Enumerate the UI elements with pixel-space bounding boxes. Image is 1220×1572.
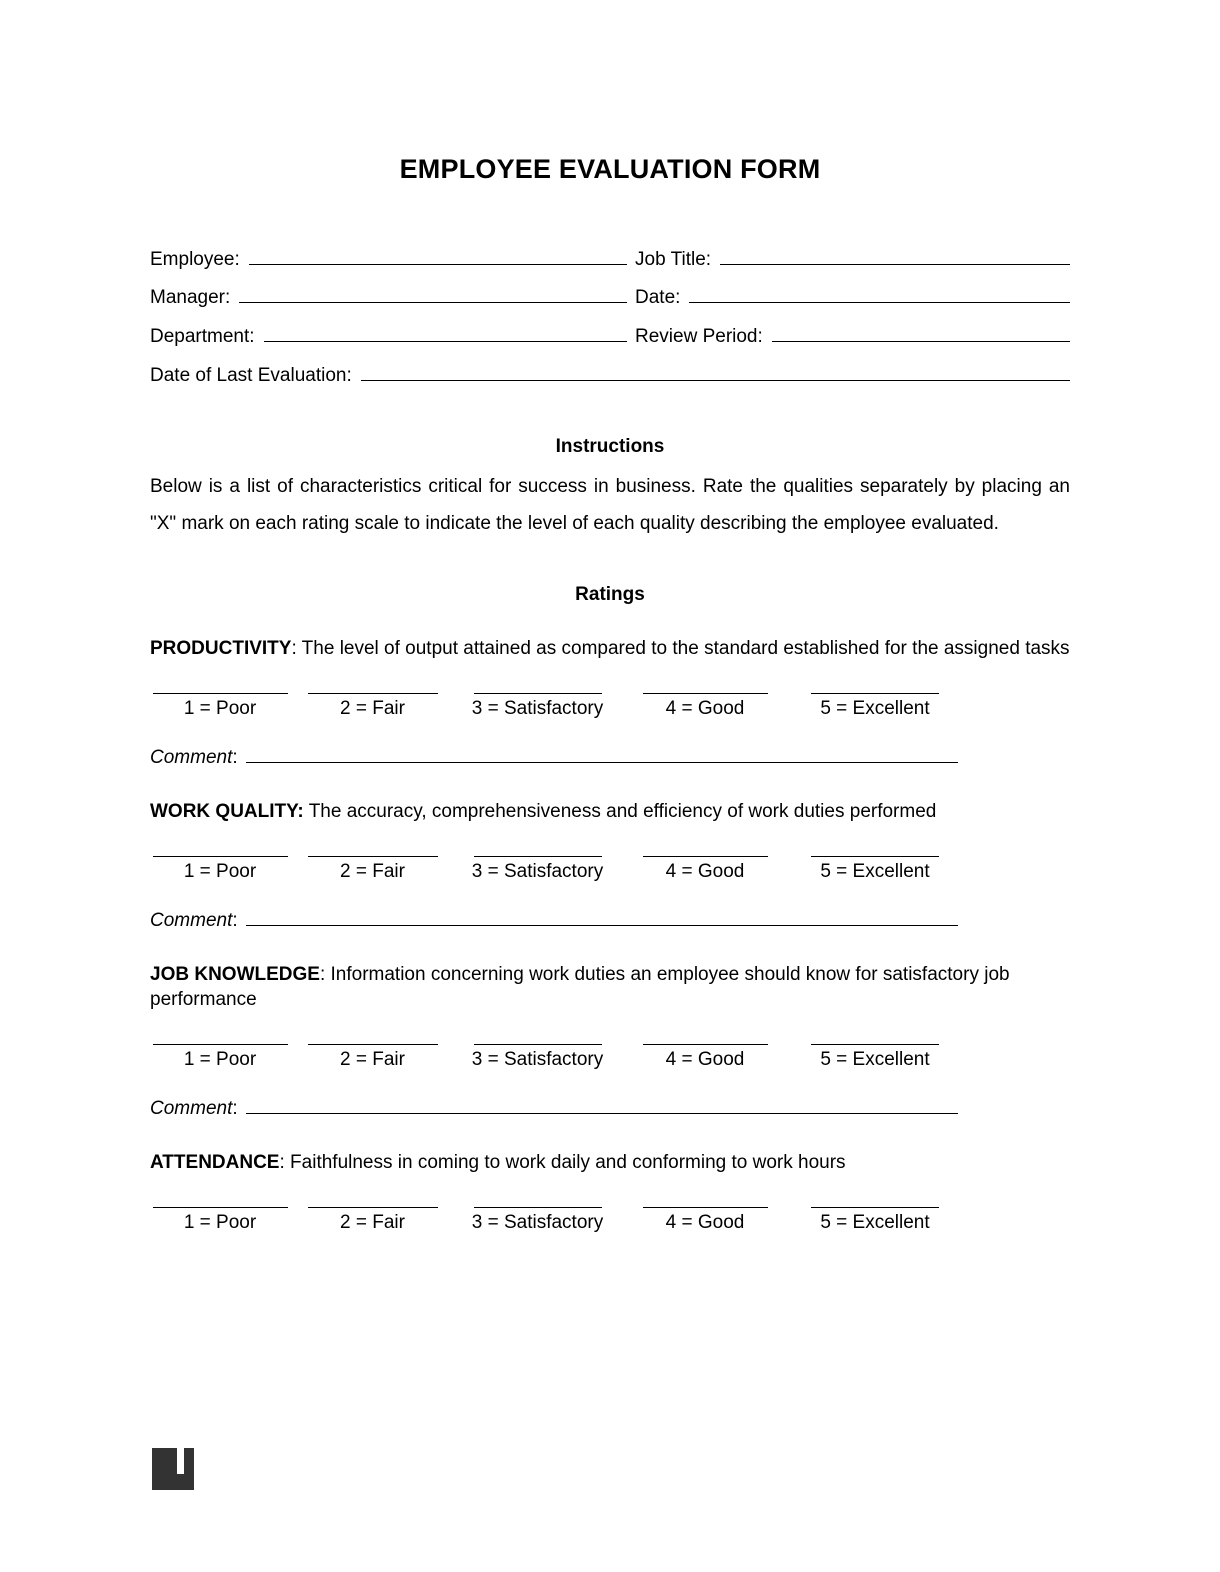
criterion-text bbox=[150, 799, 1070, 824]
criterion-name: PRODUCTIVITY bbox=[150, 637, 292, 659]
rating-mark-blank[interactable] bbox=[811, 856, 939, 857]
rating-mark-blank[interactable] bbox=[643, 856, 768, 857]
rating-scale bbox=[150, 856, 1070, 883]
rating-option-label: 1 = Poor bbox=[183, 861, 257, 883]
criterion-separator: : bbox=[319, 963, 331, 985]
comment-label-text: Comment bbox=[150, 1097, 233, 1119]
rating-mark-blank[interactable] bbox=[811, 1044, 939, 1045]
rating-option-1[interactable] bbox=[150, 856, 290, 883]
field-row bbox=[150, 285, 1070, 310]
job-title-label: Job Title: bbox=[635, 248, 712, 270]
date-input-blank[interactable] bbox=[689, 285, 1070, 303]
rating-option-label: 2 = Fair bbox=[340, 1049, 405, 1071]
rating-option-label: 5 = Excellent bbox=[820, 1212, 930, 1234]
rating-option-label: 2 = Fair bbox=[340, 698, 405, 720]
criterion-description: The level of output attained as compared to the standard established for the assigned tasks bbox=[301, 637, 1070, 659]
criterion-name: ATTENDANCE bbox=[150, 1151, 280, 1173]
page-title: EMPLOYEE EVALUATION FORM bbox=[399, 154, 821, 184]
criterion-separator: : bbox=[279, 1151, 291, 1173]
criterion-description: Information concerning work duties an employee should know for satisfactory job performance bbox=[150, 963, 1010, 1010]
rating-mark-blank[interactable] bbox=[643, 693, 768, 694]
rating-mark-blank[interactable] bbox=[153, 1044, 288, 1045]
rating-mark-blank[interactable] bbox=[153, 1207, 288, 1208]
comment-row bbox=[150, 1097, 1070, 1120]
comment-label-text: Comment bbox=[150, 909, 233, 931]
rating-mark-blank[interactable] bbox=[153, 856, 288, 857]
rating-option-label: 5 = Excellent bbox=[820, 861, 930, 883]
rating-mark-blank[interactable] bbox=[308, 856, 438, 857]
comment-row bbox=[150, 746, 1070, 769]
rating-option-1[interactable] bbox=[150, 693, 290, 720]
rating-block-productivity bbox=[150, 636, 1070, 769]
comment-label-colon: : bbox=[232, 1097, 238, 1119]
rating-mark-blank[interactable] bbox=[308, 693, 438, 694]
comment-label bbox=[150, 747, 238, 769]
rating-option-2[interactable] bbox=[290, 693, 455, 720]
rating-mark-blank[interactable] bbox=[811, 1207, 939, 1208]
rating-option-4[interactable] bbox=[620, 1207, 790, 1234]
rating-mark-blank[interactable] bbox=[474, 1044, 602, 1045]
rating-option-5[interactable] bbox=[790, 693, 960, 720]
department-field bbox=[150, 324, 635, 349]
manager-label: Manager: bbox=[150, 287, 231, 309]
field-row bbox=[150, 324, 1070, 349]
rating-option-4[interactable] bbox=[620, 856, 790, 883]
rating-option-4[interactable] bbox=[620, 693, 790, 720]
criterion-text bbox=[150, 1150, 1070, 1175]
review-period-field bbox=[635, 324, 1070, 349]
rating-option-label: 1 = Poor bbox=[183, 698, 257, 720]
field-row bbox=[150, 247, 1070, 272]
rating-option-5[interactable] bbox=[790, 1207, 960, 1234]
criterion-description: Faithfulness in coming to work daily and conforming to work hours bbox=[290, 1151, 846, 1173]
date-label: Date: bbox=[635, 287, 681, 309]
rating-option-label: 3 = Satisfactory bbox=[471, 698, 604, 720]
rating-option-label: 3 = Satisfactory bbox=[471, 1212, 604, 1234]
legal-templates-logo-icon bbox=[152, 1448, 194, 1490]
rating-block-job-knowledge bbox=[150, 962, 1070, 1120]
rating-scale bbox=[150, 1044, 1070, 1071]
rating-option-label: 3 = Satisfactory bbox=[471, 861, 604, 883]
comment-label-colon: : bbox=[232, 909, 238, 931]
rating-mark-blank[interactable] bbox=[308, 1207, 438, 1208]
rating-block-work-quality bbox=[150, 799, 1070, 932]
comment-input-blank[interactable] bbox=[246, 909, 958, 926]
comment-label bbox=[150, 1098, 238, 1120]
rating-option-5[interactable] bbox=[790, 1044, 960, 1071]
review-period-input-blank[interactable] bbox=[772, 324, 1070, 342]
rating-option-label: 4 = Good bbox=[665, 698, 745, 720]
date-field bbox=[635, 285, 1070, 310]
rating-mark-blank[interactable] bbox=[643, 1207, 768, 1208]
rating-option-label: 4 = Good bbox=[665, 861, 745, 883]
comment-input-blank[interactable] bbox=[246, 1097, 958, 1114]
rating-option-2[interactable] bbox=[290, 1207, 455, 1234]
ratings-heading: Ratings bbox=[575, 583, 645, 605]
date-of-last-evaluation-input-blank[interactable] bbox=[361, 363, 1070, 381]
employee-field bbox=[150, 247, 635, 272]
rating-scale bbox=[150, 693, 1070, 720]
department-label: Department: bbox=[150, 326, 255, 348]
review-period-label: Review Period: bbox=[635, 326, 763, 348]
rating-option-label: 2 = Fair bbox=[340, 861, 405, 883]
field-row bbox=[150, 363, 1070, 388]
rating-mark-blank[interactable] bbox=[474, 693, 602, 694]
rating-option-label: 4 = Good bbox=[665, 1212, 745, 1234]
rating-mark-blank[interactable] bbox=[308, 1044, 438, 1045]
rating-option-3[interactable] bbox=[455, 693, 620, 720]
rating-block-attendance bbox=[150, 1150, 1070, 1234]
rating-mark-blank[interactable] bbox=[643, 1044, 768, 1045]
comment-label-colon: : bbox=[232, 746, 238, 768]
rating-mark-blank[interactable] bbox=[153, 693, 288, 694]
employee-label: Employee: bbox=[150, 248, 240, 270]
rating-option-4[interactable] bbox=[620, 1044, 790, 1071]
job-title-field bbox=[635, 247, 1070, 272]
rating-option-label: 1 = Poor bbox=[183, 1212, 257, 1234]
rating-option-5[interactable] bbox=[790, 856, 960, 883]
rating-option-1[interactable] bbox=[150, 1044, 290, 1071]
rating-option-2[interactable] bbox=[290, 1044, 455, 1071]
comment-label bbox=[150, 910, 238, 932]
criterion-name: JOB KNOWLEDGE bbox=[150, 963, 320, 985]
criterion-text bbox=[150, 636, 1070, 661]
rating-option-label: 3 = Satisfactory bbox=[471, 1049, 604, 1071]
department-input-blank[interactable] bbox=[264, 324, 627, 342]
criterion-text bbox=[150, 962, 1070, 1012]
manager-field bbox=[150, 285, 635, 310]
date-of-last-evaluation-field bbox=[150, 363, 1070, 388]
logo-notch-inner-shape bbox=[184, 1448, 194, 1481]
employee-input-blank[interactable] bbox=[249, 247, 627, 265]
date-of-last-evaluation-label: Date of Last Evaluation: bbox=[150, 365, 352, 387]
comment-label-text: Comment bbox=[150, 746, 233, 768]
rating-option-3[interactable] bbox=[455, 1207, 620, 1234]
rating-scale bbox=[150, 1207, 1070, 1234]
rating-option-3[interactable] bbox=[455, 856, 620, 883]
criterion-name: WORK QUALITY: bbox=[150, 800, 304, 822]
rating-option-1[interactable] bbox=[150, 1207, 290, 1234]
rating-option-2[interactable] bbox=[290, 856, 455, 883]
rating-option-label: 1 = Poor bbox=[183, 1049, 257, 1071]
rating-mark-blank[interactable] bbox=[474, 1207, 602, 1208]
instructions-heading: Instructions bbox=[555, 435, 665, 457]
comment-row bbox=[150, 909, 1070, 932]
job-title-input-blank[interactable] bbox=[720, 247, 1070, 265]
rating-option-label: 4 = Good bbox=[665, 1049, 745, 1071]
criterion-separator: : bbox=[291, 637, 302, 659]
comment-input-blank[interactable] bbox=[246, 746, 958, 763]
rating-option-label: 2 = Fair bbox=[340, 1212, 405, 1234]
manager-input-blank[interactable] bbox=[239, 285, 627, 303]
rating-option-label: 5 = Excellent bbox=[820, 698, 930, 720]
rating-mark-blank[interactable] bbox=[474, 856, 602, 857]
rating-mark-blank[interactable] bbox=[811, 693, 939, 694]
rating-option-3[interactable] bbox=[455, 1044, 620, 1071]
instructions-body: Below is a list of characteristics critical for success in business. Rate the qualities separately by placing an "X" mark on each rating scale to indicate the level of each quality describing the employee evaluated. bbox=[150, 475, 1070, 534]
header-fields-section bbox=[150, 247, 1070, 388]
rating-option-label: 5 = Excellent bbox=[820, 1049, 930, 1071]
criterion-description: The accuracy, comprehensiveness and efficiency of work duties performed bbox=[308, 800, 937, 822]
